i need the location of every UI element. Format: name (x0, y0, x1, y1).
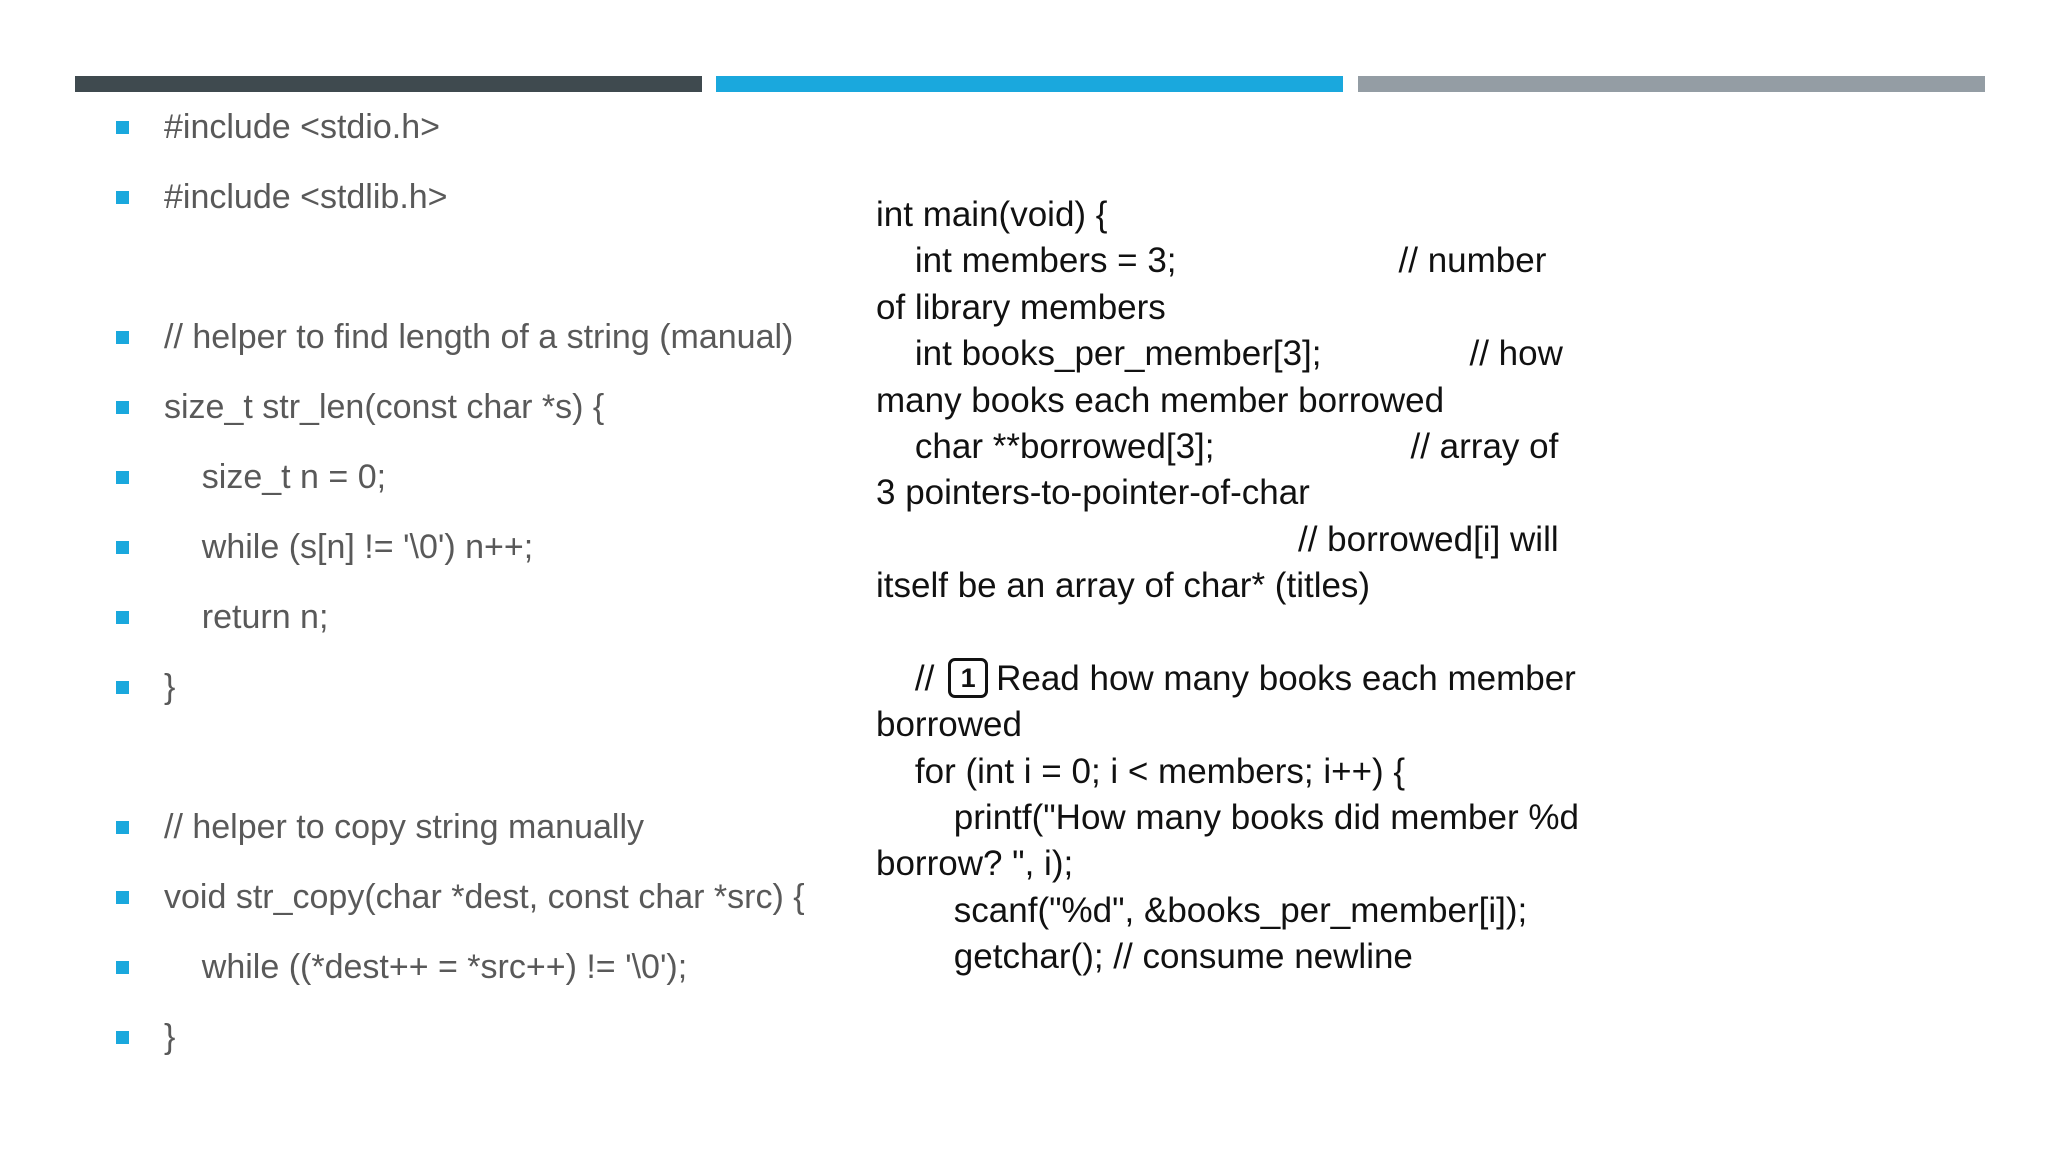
code-line (876, 470, 1666, 516)
blank-line (876, 610, 1666, 656)
code-line: #include <stdio.h> (164, 108, 440, 146)
code-line (876, 795, 1666, 841)
code-text: many books each member borrowed (876, 380, 1445, 420)
code-comment: // borrowed[i] will (1298, 519, 1559, 559)
right-code-block (876, 192, 1666, 981)
code-text: itself be an array of char* (titles) (876, 566, 1371, 606)
code-line: } (164, 668, 176, 706)
square-bullet-icon (116, 821, 129, 834)
number-one-keycap-icon: 1 (948, 658, 988, 698)
square-bullet-icon (116, 611, 129, 624)
code-comment: Read how many books each member (996, 658, 1576, 698)
code-line: // helper to find length of a string (manual) (164, 318, 794, 356)
code-line (876, 192, 1666, 238)
code-line (876, 563, 1666, 609)
code-line (876, 378, 1666, 424)
code-text: getchar(); // consume newline (876, 937, 1413, 977)
code-line: while ((*dest++ = *src++) != '\0'); (164, 948, 688, 986)
code-text: for (int i = 0; i < members; i++) { (876, 751, 1406, 791)
code-line (876, 934, 1666, 980)
code-line (876, 331, 1666, 377)
header-bar-dark (75, 76, 702, 92)
code-text: printf("How many books did member %d (876, 798, 1579, 838)
code-line: size_t str_len(const char *s) { (164, 388, 605, 426)
header-bar-gray (1358, 76, 1985, 92)
code-line (876, 749, 1666, 795)
code-comment: // number (1398, 241, 1547, 281)
code-comment: // (876, 658, 935, 698)
code-line (876, 841, 1666, 887)
code-text: char **borrowed[3]; (876, 426, 1215, 466)
code-line (876, 656, 1666, 702)
code-comment: // array of (1410, 426, 1559, 466)
code-text: int main(void) { (876, 195, 1108, 234)
code-line: void str_copy(char *dest, const char *src) { (164, 878, 805, 916)
square-bullet-icon (116, 891, 129, 904)
code-line (876, 285, 1666, 331)
code-line (876, 238, 1666, 284)
square-bullet-icon (116, 191, 129, 204)
code-line (876, 517, 1666, 563)
square-bullet-icon (116, 401, 129, 414)
square-bullet-icon (116, 961, 129, 974)
square-bullet-icon (116, 331, 129, 344)
code-line (876, 888, 1666, 934)
square-bullet-icon (116, 121, 129, 134)
code-text: of library members (876, 287, 1166, 327)
code-line: // helper to copy string manually (164, 808, 645, 846)
square-bullet-icon (116, 681, 129, 694)
code-line: while (s[n] != '\0') n++; (164, 528, 534, 566)
code-text: borrowed (876, 705, 1022, 745)
code-text: borrow? ", i); (876, 844, 1074, 884)
code-line: return n; (164, 598, 329, 636)
code-text: int members = 3; (876, 241, 1177, 281)
code-text: 3 pointers-to-pointer-of-char (876, 473, 1310, 513)
code-line: } (164, 1018, 176, 1056)
code-line: #include <stdlib.h> (164, 178, 448, 216)
square-bullet-icon (116, 1031, 129, 1044)
code-text: int books_per_member[3]; (876, 334, 1322, 374)
square-bullet-icon (116, 541, 129, 554)
code-line (876, 702, 1666, 748)
code-text: scanf("%d", &books_per_member[i]); (876, 890, 1528, 930)
code-line: size_t n = 0; (164, 458, 387, 496)
code-comment: // how (1469, 334, 1563, 374)
code-line (876, 424, 1666, 470)
square-bullet-icon (116, 471, 129, 484)
header-bar-blue (716, 76, 1343, 92)
